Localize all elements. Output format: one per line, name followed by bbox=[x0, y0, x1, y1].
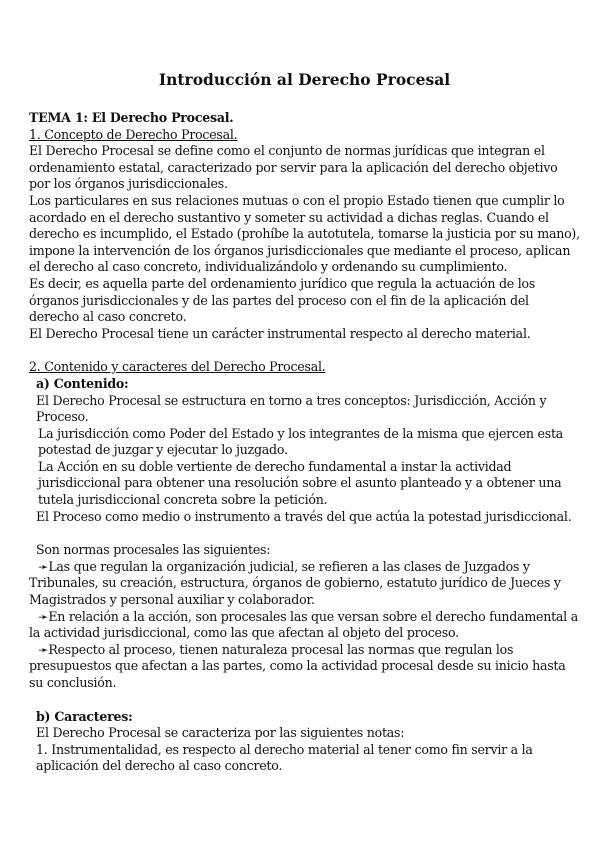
normas-item-text: Las que regulan la organización judicial, se refieren a las clases de Juzgados y Tribunales, su creación, estructura, órganos de gobierno, estatuto jurídico de Jueces y Magistrados y personal auxiliar y colaborador. bbox=[29, 558, 561, 608]
section-1-paragraph: Los particulares en sus relaciones mutuas o con el propio Estado tienen que cumplir lo acordado en el derecho sustantivo y someter su actividad a dichas reglas. Cuando el derecho es incumplido, el Estado (prohíbe la autotutela, tomarse la justicia por su mano), impone la intervención de los órganos jurisdiccionales que mediante el proceso, aplican el derecho al caso concreto, individualizándolo y ordenando su cumplimiento. bbox=[29, 192, 580, 275]
normas-list-item bbox=[29, 642, 580, 692]
subsection-a-heading: a) Contenido: bbox=[36, 375, 129, 391]
normas-intro: Son normas procesales las siguientes: bbox=[36, 542, 271, 558]
contenido-paragraph: La Acción en su doble vertiente de derecho fundamental a instar la actividad jurisdiccional para obtener una resolución sobre el asunto planteado y a obtener una tutela jurisdiccional concreta sobre la petición. bbox=[38, 458, 562, 508]
normas-list-item bbox=[29, 609, 580, 642]
document-title: Introducción al Derecho Procesal bbox=[158, 70, 451, 89]
spacer bbox=[29, 342, 580, 359]
section-1-heading: 1. Concepto de Derecho Procesal. bbox=[29, 126, 238, 142]
contenido-paragraph: La jurisdicción como Poder del Estado y los integrantes de la misma que ejercen esta potestad de juzgar y ejecutar lo juzgado. bbox=[38, 425, 564, 458]
contenido-paragraph: El Derecho Procesal se estructura en torno a tres conceptos: Jurisdicción, Acción y Proceso. bbox=[36, 392, 547, 425]
arrow-icon: ➛ bbox=[38, 608, 49, 624]
section-1-paragraph: Es decir, es aquella parte del ordenamiento jurídico que regula la actuación de los órganos jurisdiccionales y de las partes del proceso con el fin de la aplicación del derecho al caso concreto. bbox=[29, 275, 536, 325]
spacer bbox=[29, 525, 580, 542]
arrow-icon: ➛ bbox=[38, 641, 49, 657]
caracteres-intro: El Derecho Procesal se caracteriza por las siguientes notas: bbox=[36, 725, 405, 741]
section-2-heading: 2. Contenido y caracteres del Derecho Procesal. bbox=[29, 359, 326, 375]
tema-heading: TEMA 1: El Derecho Procesal. bbox=[29, 110, 234, 125]
section-1-paragraph: El Derecho Procesal se define como el conjunto de normas jurídicas que integran el ordenamiento estatal, caracterizado por servir para la aplicación del derecho objetivo por los órganos jurisdiccionales. bbox=[29, 143, 558, 192]
caracteres-list-item: 1. Instrumentalidad, es respecto al derecho material al tener como fin servir a la aplicación del derecho al caso concreto. bbox=[36, 741, 533, 774]
subsection-b-heading: b) Caracteres: bbox=[36, 708, 133, 724]
normas-list-item bbox=[29, 559, 580, 609]
contenido-paragraph: El Proceso como medio o instrumento a través del que actúa la potestad jurisdiccional. bbox=[36, 508, 572, 524]
section-1-paragraph: El Derecho Procesal tiene un carácter instrumental respecto al derecho material. bbox=[29, 325, 531, 341]
normas-item-text: Respecto al proceso, tienen naturaleza procesal las normas que regulan los presupuestos que afectan a las partes, como la actividad procesal desde su inicio hasta su conclusión. bbox=[29, 641, 566, 690]
spacer bbox=[29, 692, 580, 709]
arrow-icon: ➛ bbox=[38, 558, 49, 574]
normas-item-text: En relación a la acción, son procesales las que versan sobre el derecho fundamental a la actividad jurisdiccional, como las que afectan al objeto del proceso. bbox=[29, 608, 578, 641]
